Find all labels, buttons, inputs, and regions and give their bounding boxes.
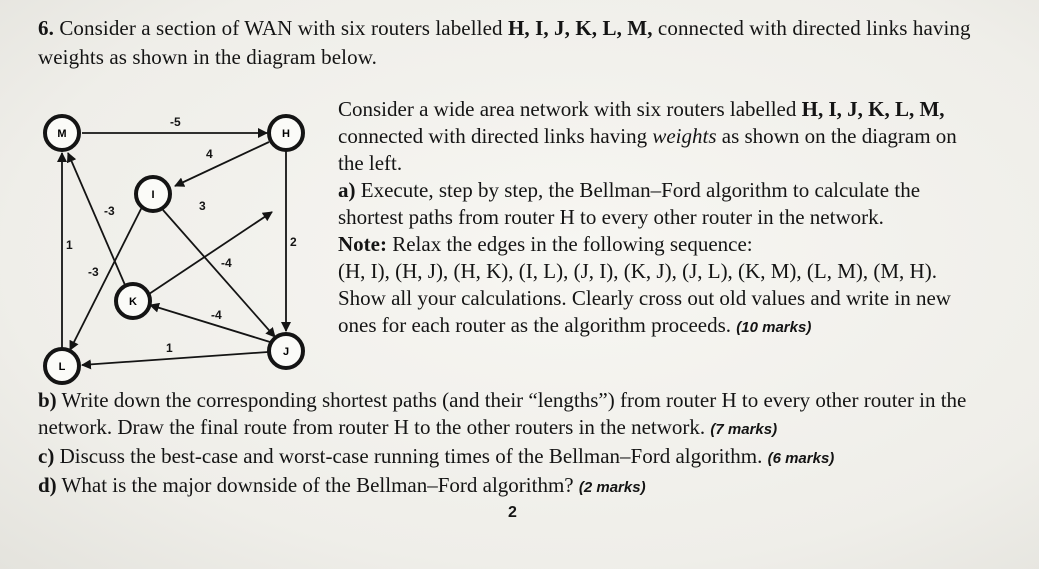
question-intro: [338, 96, 978, 341]
part-c: [38, 443, 1018, 472]
weight-k-m: -3: [88, 265, 99, 279]
node-i-label: I: [151, 189, 155, 201]
intro-weights-word: weights: [652, 124, 717, 148]
part-c-label: c): [38, 444, 55, 468]
show-instructions: [338, 285, 978, 341]
note-text: Relax the edges in the following sequence:: [386, 232, 753, 256]
page-number: 2: [508, 504, 517, 521]
part-a: [338, 177, 978, 231]
node-k: [116, 284, 150, 318]
part-d-marks: (2 marks): [578, 479, 646, 496]
weight-l-m: 1: [66, 238, 73, 252]
edge-h-i: [175, 142, 269, 186]
weight-i-l: -3: [104, 204, 115, 218]
node-k-label: K: [129, 296, 137, 308]
weight-j-l: 1: [166, 341, 173, 355]
question-parts: [38, 387, 1018, 501]
node-h: [269, 116, 303, 150]
question-router-list: H, I, J, K, L, M,: [507, 16, 653, 40]
note-label: Note:: [338, 232, 387, 256]
node-m: [45, 116, 79, 150]
part-b-text: Write down the corresponding shortest paths (and their “lengths”) from router H to every other router in the network. Draw the final route from router H to the other routers in the network.: [38, 388, 967, 439]
intro-text-a: Consider a wide area network with six routers labelled: [338, 97, 802, 121]
intro-paragraph: [338, 96, 978, 177]
edge-j-l: [82, 352, 268, 365]
part-d-label: d): [38, 473, 57, 497]
weight-i-j: 3: [199, 199, 206, 213]
part-c-text: Discuss the best-case and worst-case running times of the Bellman–Ford algorithm.: [54, 444, 763, 468]
weight-k-j: -4: [221, 256, 232, 270]
edge-i-l: [70, 205, 143, 350]
weight-h-i: 4: [206, 147, 213, 161]
weight-j-k: -4: [211, 308, 222, 322]
intro-text-e: as shown on the diagram on the left.: [338, 124, 957, 175]
show-text: Show all your calculations. Clearly cross out old values and write in new ones for each router as the algorithm proceeds.: [338, 286, 951, 337]
node-l-label: L: [58, 361, 66, 373]
weight-h-j: 2: [290, 235, 297, 249]
edge-k-j: [149, 212, 272, 294]
node-j: [269, 334, 303, 368]
part-a-label: a): [338, 178, 356, 202]
note: [338, 231, 978, 258]
relax-sequence: (H, I), (H, J), (H, K), (I, L), (J, I), (K, J), (J, L), (K, M), (L, M), (M, H).: [338, 259, 937, 283]
part-a-text: Execute, step by step, the Bellman–Ford algorithm to calculate the shortest paths from router H to every other router in the network.: [338, 178, 921, 229]
node-j-label: J: [282, 346, 290, 358]
part-d: [38, 472, 1018, 501]
question-head-c: connected with directed links having weights as shown in the diagram below.: [38, 16, 971, 69]
node-h-label: H: [282, 128, 290, 140]
node-m-label: M: [57, 128, 67, 140]
part-b-label: b): [38, 388, 57, 412]
part-b: [38, 387, 1018, 443]
node-l: [45, 349, 79, 383]
part-b-marks: (7 marks): [710, 421, 778, 438]
question-head-a: Consider a section of WAN with six routers labelled: [59, 16, 508, 40]
weight-m-h: -5: [170, 115, 181, 129]
part-d-text: What is the major downside of the Bellman–Ford algorithm?: [56, 473, 574, 497]
network-diagram: [0, 0, 330, 390]
part-c-marks: (6 marks): [767, 450, 835, 467]
intro-router-list: H, I, J, K, L, M,: [801, 97, 945, 121]
part-a-marks: (10 marks): [736, 319, 812, 336]
node-i: [136, 177, 170, 211]
intro-text-c: connected with directed links having: [338, 124, 653, 148]
question-number: 6.: [38, 16, 54, 40]
